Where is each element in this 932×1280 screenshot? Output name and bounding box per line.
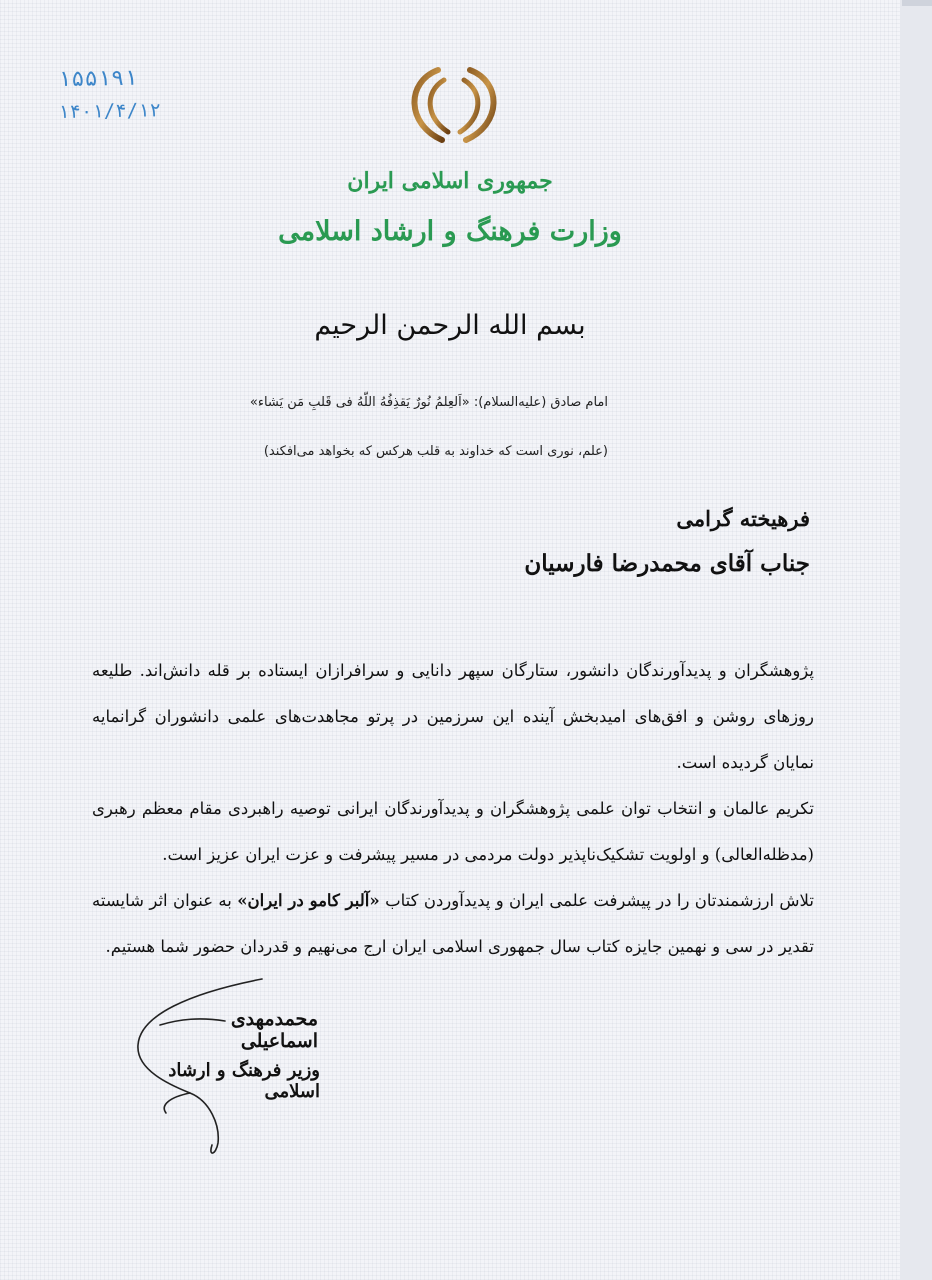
ministry-name: وزارت فرهنگ و ارشاد اسلامی — [278, 216, 622, 247]
salutation: فرهیخته گرامی — [676, 506, 810, 531]
recipient-name: جناب آقای محمدرضا فارسیان — [524, 550, 810, 577]
bismillah: بسم الله الرحمن الرحیم — [314, 310, 586, 341]
country-name: جمهوری اسلامی ایران — [347, 168, 553, 194]
signatory-title: وزیر فرهنگ و ارشاد اسلامی — [168, 1060, 320, 1102]
body-text-start: تلاش ارزشمندتان را در پیشرفت علمی ایران و پدیدآوردن کتاب — [385, 891, 814, 910]
signatory-name: محمدمهدی اسماعیلی — [230, 1008, 318, 1052]
page-edge — [900, 0, 932, 1280]
letter-date-stamp: ۱۴۰۱/۴/۱۲ — [57, 99, 162, 124]
hadith-quote: امام صادق (علیه‌السلام): «اَلعِلمُ نُورٌ یَقذِفُهُ اللّهُ فی قَلبِ مَن یَشاء» — [249, 395, 608, 410]
book-title: «آلبر کامو در ایران» — [237, 891, 380, 910]
letter-number-stamp: ۱۵۵۱۹۱ — [57, 65, 138, 93]
body-text-end: به عنوان اثر شایسته تقدیر در سی و نهمین جایزه کتاب سال جمهوری اسلامی ایران ارج می‌نهیم و قدردان حضور شما هستیم. — [92, 891, 814, 956]
hadith-translation: (علم، نوری است که خداوند به قلب هرکس که بخواهد می‌افکند) — [263, 444, 608, 459]
body-paragraph — [92, 878, 814, 970]
letter-body — [92, 648, 814, 970]
iran-emblem-icon — [398, 52, 510, 148]
body-paragraph: تکریم عالمان و انتخاب توان علمی پژوهشگران و پدیدآورندگان ایرانی توصیه راهبردی مقام معظم رهبری (مدظله‌العالی) و اولویت تشکیک‌ناپذیر دولت مردمی در مسیر پیشرفت و عزت ایران عزیز است. — [92, 799, 814, 864]
page-edge-mark — [902, 0, 932, 6]
body-paragraph: پژوهشگران و پدیدآورندگان دانشور، ستارگان سپهر دانایی و سرافرازان ایستاده بر قله دانش‌اند. طلیعه روزهای روشن و افق‌های امیدبخش آینده این سرزمین در پرتو مجاهدت‌های علمی دانشوران گرانمایه نمایان گردیده است. — [92, 661, 814, 772]
